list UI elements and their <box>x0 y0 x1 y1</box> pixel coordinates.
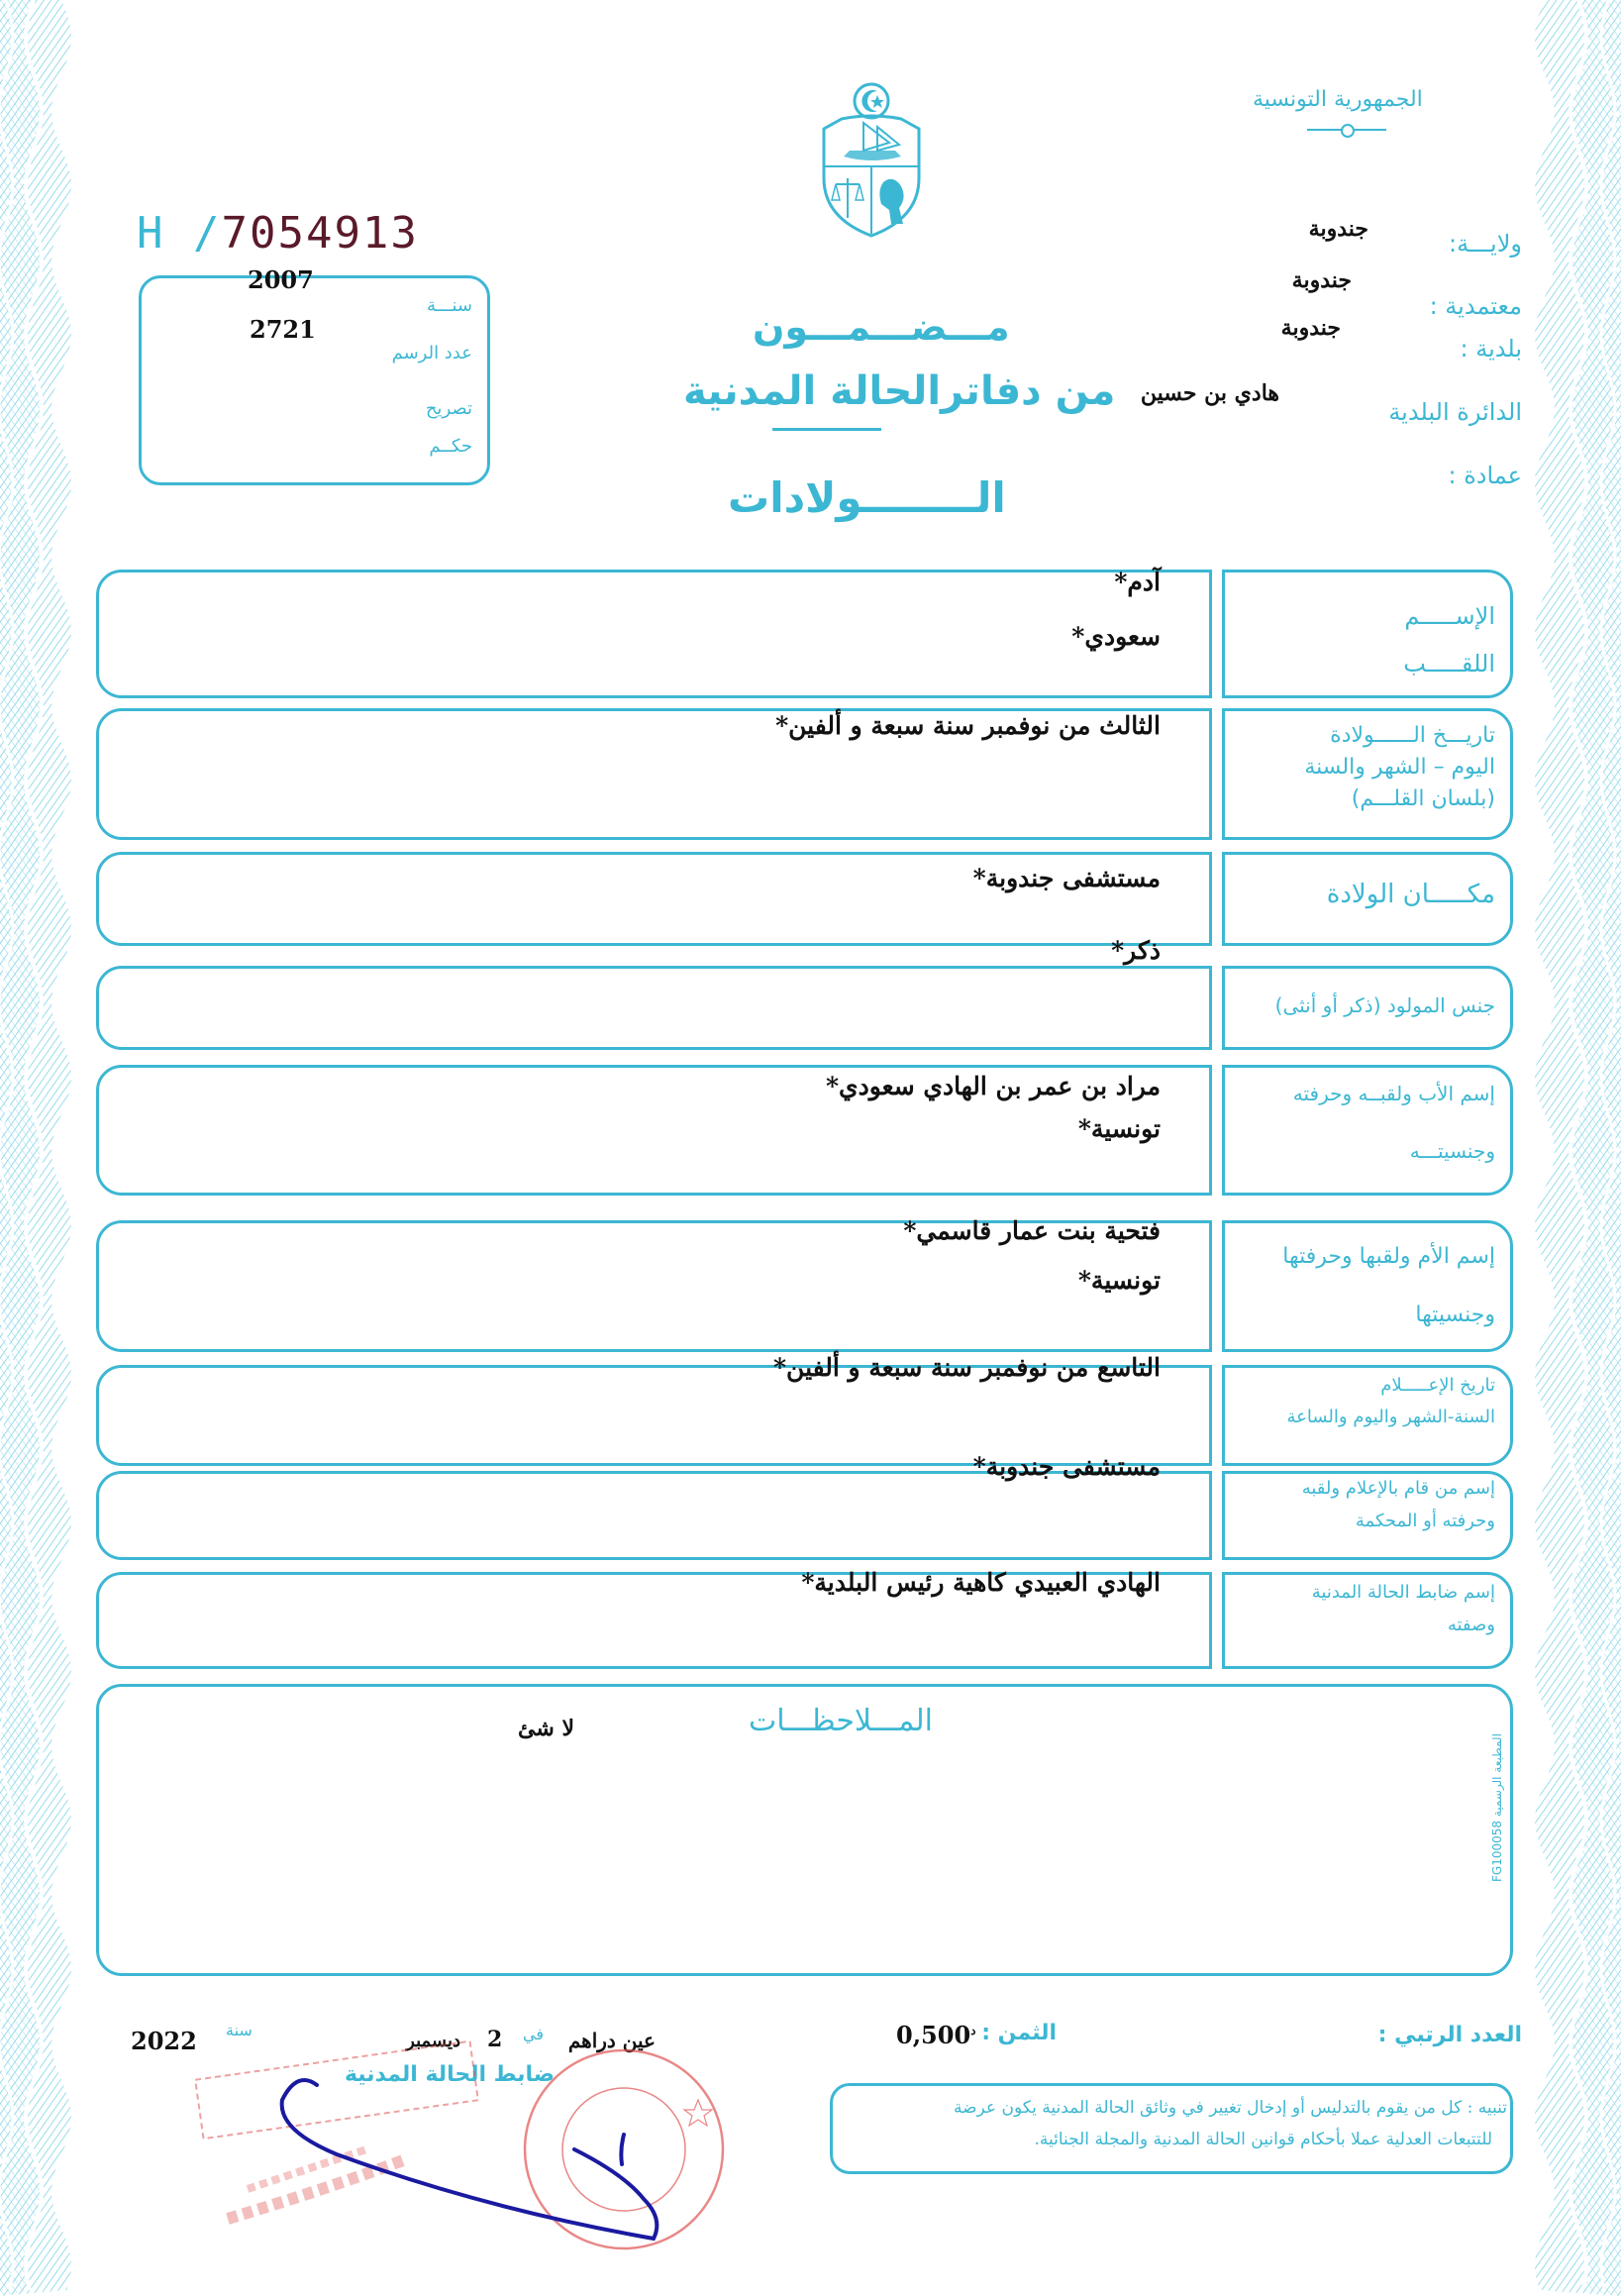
row-value: مستشفى جندوبة* <box>972 1452 1161 1481</box>
delegation-value: جندوبة <box>1291 267 1352 293</box>
republic-heading: الجمهورية التونسية <box>1253 87 1423 112</box>
issue-year-label: سنة <box>226 2021 253 2039</box>
serial-order-label: العدد الرتبي : <box>1377 2023 1522 2047</box>
warning-box <box>830 2083 1513 2174</box>
row-label: إسم الأم ولقبها وحرفتها <box>1282 1244 1495 1269</box>
governorate-label: ولايـــة: <box>1448 230 1522 258</box>
left-guilloche-border <box>0 0 79 2296</box>
row-label: الإســـــم <box>1404 602 1495 630</box>
register-year-label: سنـــة <box>427 295 472 316</box>
row-value: الثالث من نوفمبر سنة سبعة و ألفين* <box>775 711 1161 740</box>
row-label: السنة-الشهر واليوم والساعة <box>1286 1407 1495 1427</box>
row-label: اليوم – الشهر والسنة <box>1304 755 1495 780</box>
title-line-3: الــــــــولادات <box>728 473 1006 522</box>
issue-in-label: في <box>523 2025 544 2043</box>
row-value-box <box>96 966 1212 1050</box>
issue-day: 2 <box>487 2027 503 2052</box>
register-declaration-label: تصريح <box>425 398 472 419</box>
register-act-number-label: عدد الرسم <box>391 343 472 364</box>
issue-month: ديسمبر <box>406 2031 460 2051</box>
right-guilloche-border <box>1527 0 1621 2296</box>
row-label: إسم الأب ولقبــه وحرفته <box>1292 1082 1495 1105</box>
municipality-label: بلدية : <box>1460 335 1522 363</box>
coat-of-arms-icon <box>812 79 931 238</box>
civil-officer-label: ضابط الحالة المدنية <box>344 2062 555 2087</box>
price-amount: 0,500 <box>896 2021 971 2049</box>
row-label: مكـــــان الولادة <box>1326 880 1495 909</box>
title-line-1: مـــضـــمـــون <box>753 305 1010 349</box>
printer-mark: المطبعة الرسمية FG100058 <box>1490 1733 1504 1882</box>
row-label: جنس المولود (ذكر أو أنثى) <box>1274 993 1495 1017</box>
row-label-box <box>1222 1220 1513 1352</box>
register-year-value: 2007 <box>248 265 314 294</box>
row-label: وحرفته أو المحكمة <box>1355 1511 1495 1531</box>
warning-line-2: للتتبعات العدلية عملا بأحكام قوانين الحالة المدنية والمجلة الجنائية. <box>1034 2130 1492 2149</box>
price-unit: د <box>970 2024 976 2037</box>
official-stamps <box>188 2040 743 2278</box>
issue-year: 2022 <box>131 2027 197 2055</box>
row-value: فتحية بنت عمار قاسمي* <box>903 1216 1161 1245</box>
serial-number <box>137 208 419 259</box>
row-label: وجنسيتـــه <box>1409 1139 1495 1163</box>
municipal-district-value: هادي بن حسين <box>1140 380 1279 406</box>
price-value <box>896 2021 976 2049</box>
warning-line-1: تنبيه : كل من يقوم بالتدليس أو إدخال تغيير في وثائق الحالة المدنية يكون عرضة <box>954 2098 1507 2118</box>
row-value: تونسية* <box>1077 1114 1161 1143</box>
serial-value: 7054913 <box>221 208 419 259</box>
row-label-box <box>1222 570 1513 698</box>
title-underline <box>772 428 881 431</box>
municipality-value: جندوبة <box>1280 315 1341 341</box>
remarks-value: لا شئ <box>518 1716 574 1741</box>
heading-divider-dot <box>1341 124 1355 138</box>
row-label: إسم من قام بالإعلام ولقبه <box>1301 1478 1495 1499</box>
row-value: تونسية* <box>1077 1266 1161 1295</box>
row-label: إسم ضابط الحالة المدنية <box>1311 1582 1495 1603</box>
row-label: تاريخ الإعـــــلام <box>1380 1375 1495 1396</box>
governorate-value: جندوبة <box>1308 216 1368 242</box>
row-label: وجنسيتها <box>1415 1303 1495 1327</box>
row-value: مراد بن عمر بن الهادي سعودي* <box>825 1072 1161 1100</box>
row-label: وصفته <box>1447 1615 1495 1635</box>
register-act-number-value: 2721 <box>250 315 316 344</box>
row-value-box <box>96 570 1212 698</box>
row-label: (بلسان القلـــم) <box>1351 786 1495 811</box>
row-value: التاسع من نوفمبر سنة سبعة و ألفين* <box>772 1353 1161 1382</box>
row-value: ذكر* <box>1111 936 1161 965</box>
register-judgment-label: حكــم <box>429 436 472 457</box>
remarks-label: المـــلاحظـــات <box>749 1704 933 1738</box>
row-value-box <box>96 1471 1212 1560</box>
issue-place: عين دراهم <box>567 2029 656 2052</box>
row-value: سعودي* <box>1071 622 1161 651</box>
rectangular-stamp <box>195 2041 478 2219</box>
row-value: مستشفى جندوبة* <box>972 864 1161 892</box>
sector-label: عمادة : <box>1448 462 1522 489</box>
row-label: اللقـــــب <box>1403 650 1495 678</box>
serial-prefix: H / <box>137 208 222 259</box>
title-line-2: من دفاترالحالة المدنية <box>683 368 1116 414</box>
row-label: تاريـــخ الــــــولادة <box>1330 723 1495 748</box>
row-value: آدم* <box>1114 568 1161 596</box>
row-value: الهادي العبيدي كاهية رئيس البلدية* <box>801 1568 1161 1597</box>
delegation-label: معتمدية : <box>1429 292 1522 320</box>
municipal-district-label: الدائرة البلدية <box>1388 398 1522 426</box>
price-label: الثمن : <box>981 2021 1057 2045</box>
